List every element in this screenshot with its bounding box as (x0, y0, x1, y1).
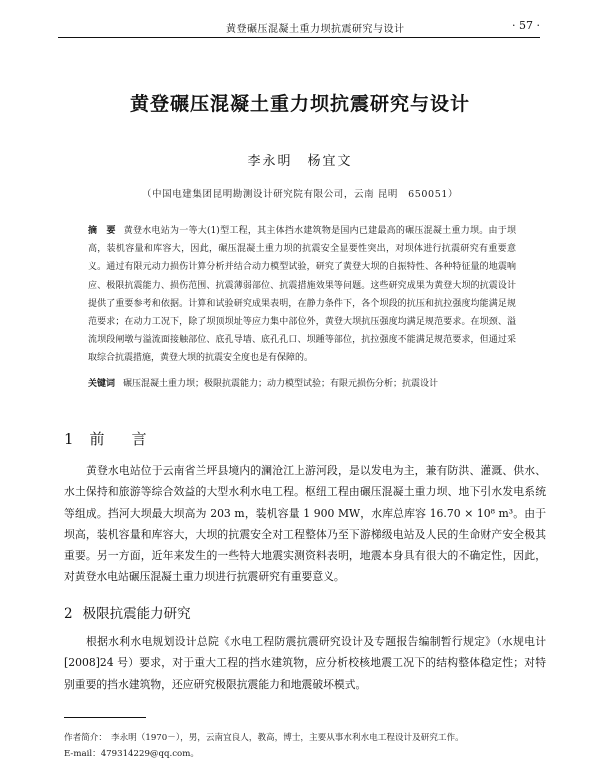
section-1-heading (64, 428, 153, 449)
abstract-label: 摘 要 (88, 226, 116, 236)
section-1-number: 1 (64, 430, 80, 448)
footnote-rule (64, 717, 146, 718)
section-1-title: 前 言 (89, 430, 153, 448)
affiliation: （中国电建集团昆明勘测设计研究院有限公司，云南 昆明 650051） (141, 189, 459, 200)
keywords-label: 关键词 (88, 379, 116, 389)
keywords-text: 碾压混凝土重力坝；极限抗震能力；动力模型试验；有限元损伤分析；抗震设计 (123, 379, 439, 389)
section-2-title: 极限抗震能力研究 (82, 606, 191, 622)
abstract-text: 黄登水电站为一等大(1)型工程，其主体挡水建筑物是国内已建最高的碾压混凝土重力坝。由于坝高，装机容量和库容大，因此，碾压混凝土重力坝的抗震安全显要性突出，对坝体进行抗震研究有重要意义。通过有限元动力损伤计算分析并结合动力模型试验，研究了黄登大坝的自振特性、各种特征量的地震响应、极限抗震能力、损伤范围、抗震薄弱部位、抗震措施效果等问题。这些研究成果为黄登大坝的抗震设计提供了重要参考和依据。计算和试验研究成果表明，在静力条件下，各个坝段的抗压和抗拉强度均能满足规范要求；在动力工况下，除了坝顶坝址等应力集中部位外，黄登大坝抗压强度均满足规范要求。在坝颈、溢流坝段闸墩与溢流面接触部位、底孔导墙、底孔孔口、坝踵等部位，抗拉强度不能满足规范要求，但通过采取综合抗震措施，黄登大坝的抗震安全度也是有保障的。 (88, 226, 516, 364)
header-rule (58, 37, 540, 38)
section-1-paragraph: 黄登水电站位于云南省兰坪县境内的澜沧江上游河段，是以发电为主，兼有防洪、灌溉、供水、水土保持和旅游等综合效益的大型水利水电工程。枢纽工程由碾压混凝土重力坝、地下引水发电系统等组成。挡河大坝最大坝高为 203 m，装机容量 1 900 MW，水库总库容 16.70 × 10⁸ m³。由于坝高，装机容量和库容大，大坝的抗震安全对工程整体乃至下游梯级电站及人民的生命财产安全极其重要。另一方面，近年来发生的一些特大地震实测资料表明，地震本身具有很大的不确定性，因此，对黄登水电站碾压混凝土重力坝进行抗震研究有重要意义。 (64, 464, 546, 584)
running-header (58, 18, 540, 38)
footnote (64, 730, 546, 762)
section-2-number: 2 (64, 606, 73, 622)
abstract (88, 222, 516, 368)
page-number: · 57 · (512, 19, 540, 32)
footnote-label: 作者简介： (64, 733, 107, 743)
paper-title: 黄登碾压混凝土重力坝抗震研究与设计 (129, 93, 470, 115)
authors: 李永明 杨宜文 (247, 154, 353, 169)
footnote-email: E-mail：479314229@qq.com。 (64, 749, 199, 759)
footnote-text: 李永明（1970－），男，云南宜良人，教高，博士，主要从事水利水电工程设计及研究工作。 (110, 733, 464, 743)
keywords (88, 377, 528, 391)
running-title: 黄登碾压混凝土重力坝抗震研究与设计 (226, 24, 405, 35)
section-2-paragraph: 根据水利水电规划设计总院《水电工程防震抗震研究设计及专题报告编制暂行规定》（水规电计[2008]24 号）要求，对于重大工程的挡水建筑物，应分析校核地震工况下的结构整体稳定性；对特别重要的挡水建筑物，还应研究极限抗震能力和地震破坏模式。 (64, 635, 546, 691)
section-2-heading (64, 602, 191, 622)
